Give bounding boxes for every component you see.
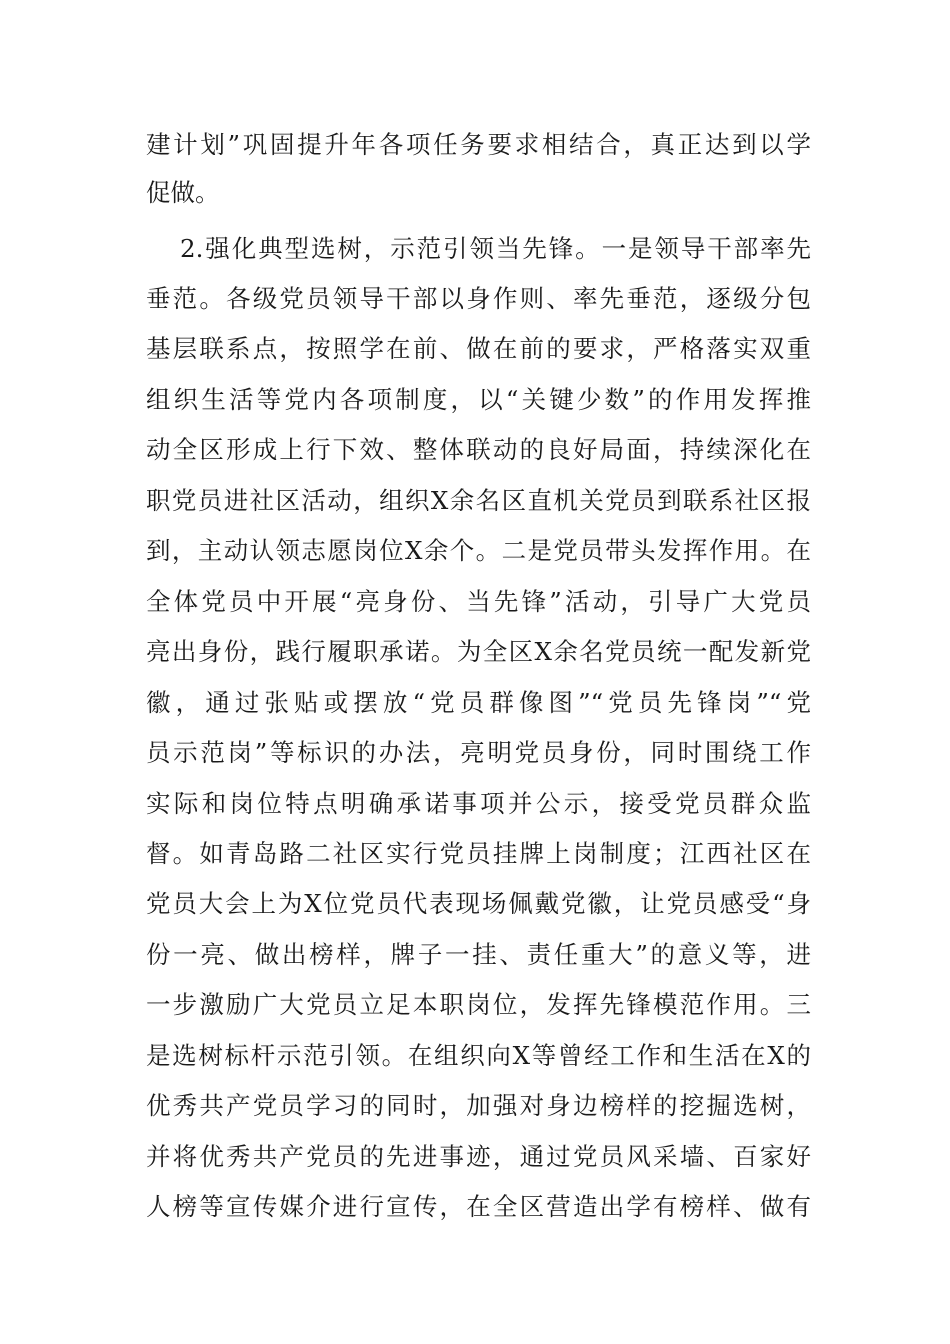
text-line: 动全区形成上行下效、整体联动的良好局面，持续深化在 [146,435,811,464]
text-line: 是选树标杆示范引领。在组织向X等曾经工作和生活在X的 [146,1041,811,1070]
text-line: 优秀共产党员学习的同时，加强对身边榜样的挖掘选树， [146,1091,811,1120]
text-line: 党员大会上为X位党员代表现场佩戴党徽，让党员感受“身 [146,889,811,918]
text-line: 职党员进社区活动，组织X余名区直机关党员到联系社区报 [146,486,811,515]
text-line: 促做。 [146,178,220,207]
text-line: 全体党员中开展“亮身份、当先锋”活动，引导广大党员 [146,587,811,616]
text-line: 并将优秀共产党员的先进事迹，通过党员风采墙、百家好 [146,1142,811,1171]
text-line: 到，主动认领志愿岗位X余个。二是党员带头发挥作用。在 [146,536,811,565]
text-line: 实际和岗位特点明确承诺事项并公示，接受党员群众监 [146,789,811,818]
text-line: 亮出身份，践行履职承诺。为全区X余名党员统一配发新党 [146,637,811,666]
text-line: 份一亮、做出榜样，牌子一挂、责任重大”的意义等，进 [146,940,811,969]
paragraph-start-line: 2.强化典型选树，示范引领当先锋。一是领导干部率先 [180,234,811,263]
text-line: 基层联系点，按照学在前、做在前的要求，严格落实双重 [146,334,811,363]
text-line: 组织生活等党内各项制度，以“关键少数”的作用发挥推 [146,385,811,414]
text-line: 督。如青岛路二社区实行党员挂牌上岗制度；江西社区在 [146,839,811,868]
text-line: 人榜等宣传媒介进行宣传，在全区营造出学有榜样、做有 [146,1192,811,1221]
text-line: 垂范。各级党员领导干部以身作则、率先垂范，逐级分包 [146,284,811,313]
text-line: 建计划”巩固提升年各项任务要求相结合，真正达到以学 [146,130,811,159]
text-line: 员示范岗”等标识的办法，亮明党员身份，同时围绕工作 [146,738,811,767]
text-line: 徽，通过张贴或摆放“党员群像图”“党员先锋岗”“党 [146,688,811,717]
text-line: 一步激励广大党员立足本职岗位，发挥先锋模范作用。三 [146,990,811,1019]
